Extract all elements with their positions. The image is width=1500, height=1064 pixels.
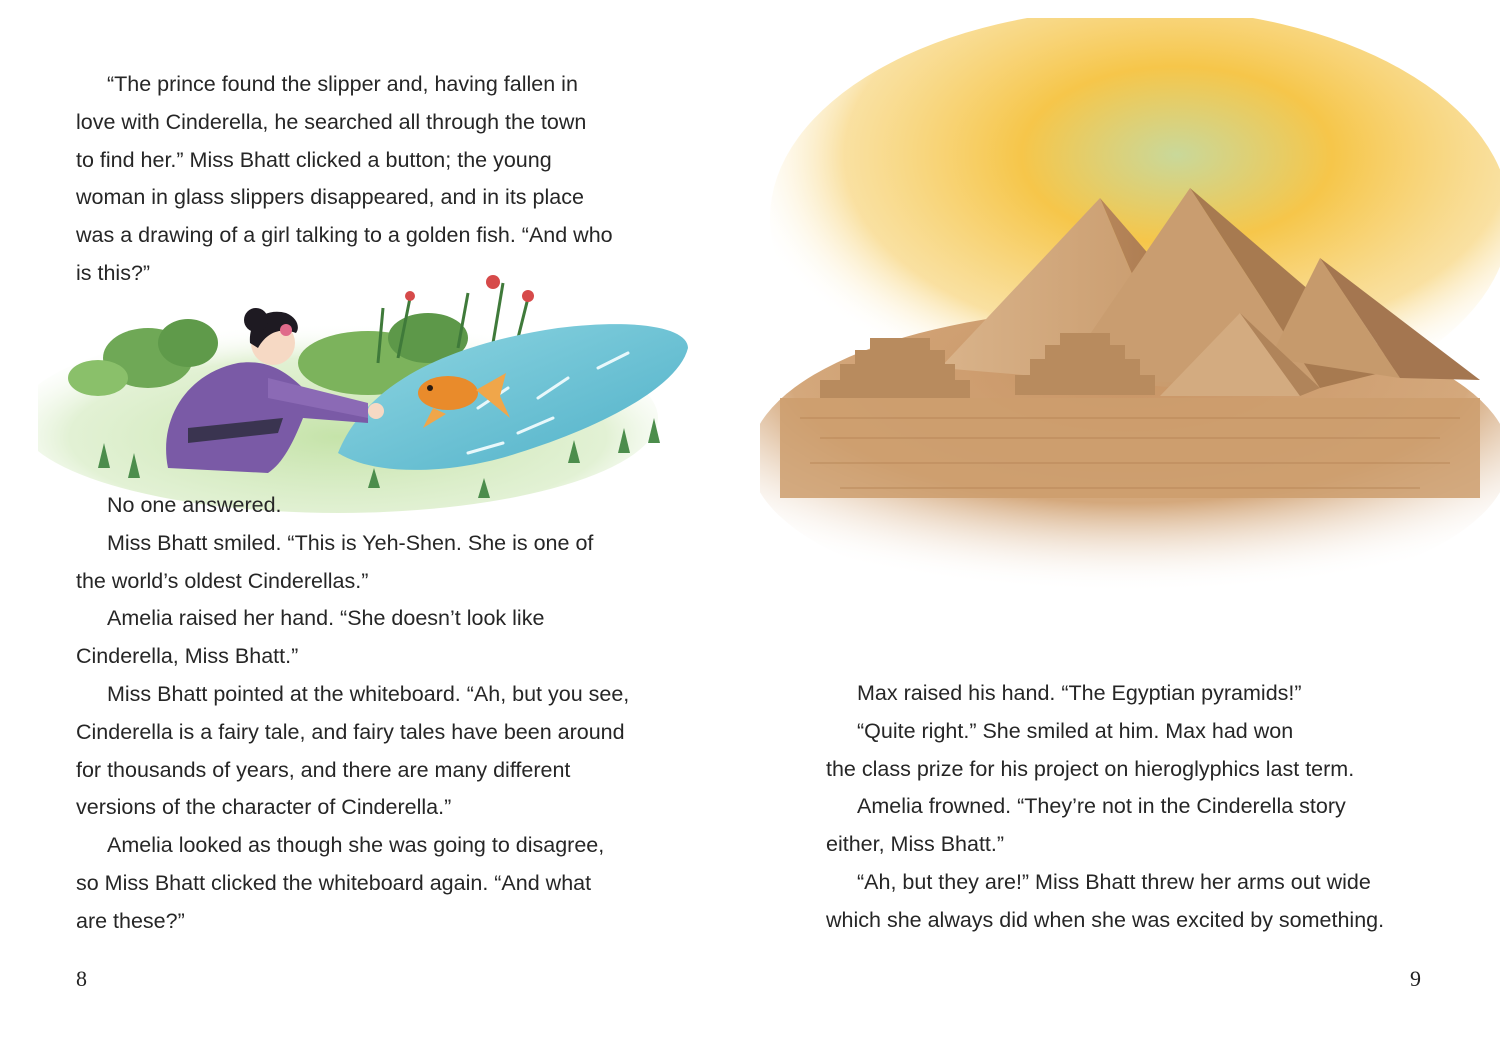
page-number: 8: [76, 966, 87, 991]
paragraph-block-right: [826, 675, 1384, 940]
text-line: Miss Bhatt smiled. “This is Yeh-Shen. She is one of: [107, 530, 594, 555]
text-line: is this?”: [76, 260, 151, 285]
text-line: Amelia frowned. “They’re not in the Cinderella story: [857, 794, 1346, 819]
text-line: are these?”: [76, 908, 185, 933]
text-line: to find her.” Miss Bhatt clicked a button; the young: [76, 147, 552, 172]
text-line: No one answered.: [107, 493, 282, 517]
text-line: which she always did when she was excited by something.: [826, 907, 1385, 932]
text-line: Cinderella, Miss Bhatt.”: [76, 644, 299, 669]
text-line: Cinderella is a fairy tale, and fairy tales have been around: [76, 719, 625, 744]
page-number: 9: [1410, 966, 1421, 991]
text-line: “Ah, but they are!” Miss Bhatt threw her arms out wide: [857, 869, 1371, 894]
text-line: Max raised his hand. “The Egyptian pyramids!”: [857, 681, 1302, 705]
text-line: “The prince found the slipper and, having fallen in: [107, 72, 578, 96]
text-line: either, Miss Bhatt.”: [826, 832, 1005, 857]
sand-band: [780, 398, 1480, 498]
text-line: Miss Bhatt pointed at the whiteboard. “Ah, but you see,: [107, 681, 630, 706]
text-line: for thousands of years, and there are many different: [76, 757, 571, 782]
girl-with-golden-fish-illustration: [38, 268, 698, 513]
paragraph-block-top: [76, 66, 613, 293]
text-line: Amelia looked as though she was going to disagree,: [107, 833, 605, 858]
text-line: the class prize for his project on hieroglyphics last term.: [826, 756, 1355, 781]
red-flowers: [405, 275, 534, 302]
text-line: so Miss Bhatt clicked the whiteboard again. “And what: [76, 870, 592, 895]
text-line: the world’s oldest Cinderellas.”: [76, 568, 369, 593]
text-line: was a drawing of a girl talking to a golden fish. “And who: [76, 223, 613, 248]
text-line: versions of the character of Cinderella.”: [76, 795, 452, 820]
text-line: woman in glass slippers disappeared, and in its place: [76, 185, 584, 210]
pyramids-illustration: [760, 18, 1500, 618]
text-line: “Quite right.” She smiled at him. Max had won: [857, 718, 1294, 743]
text-line: love with Cinderella, he searched all through the town: [76, 109, 587, 134]
text-line: Amelia raised her hand. “She doesn’t look like: [107, 606, 545, 631]
paragraph-block-bottom: [76, 487, 629, 941]
